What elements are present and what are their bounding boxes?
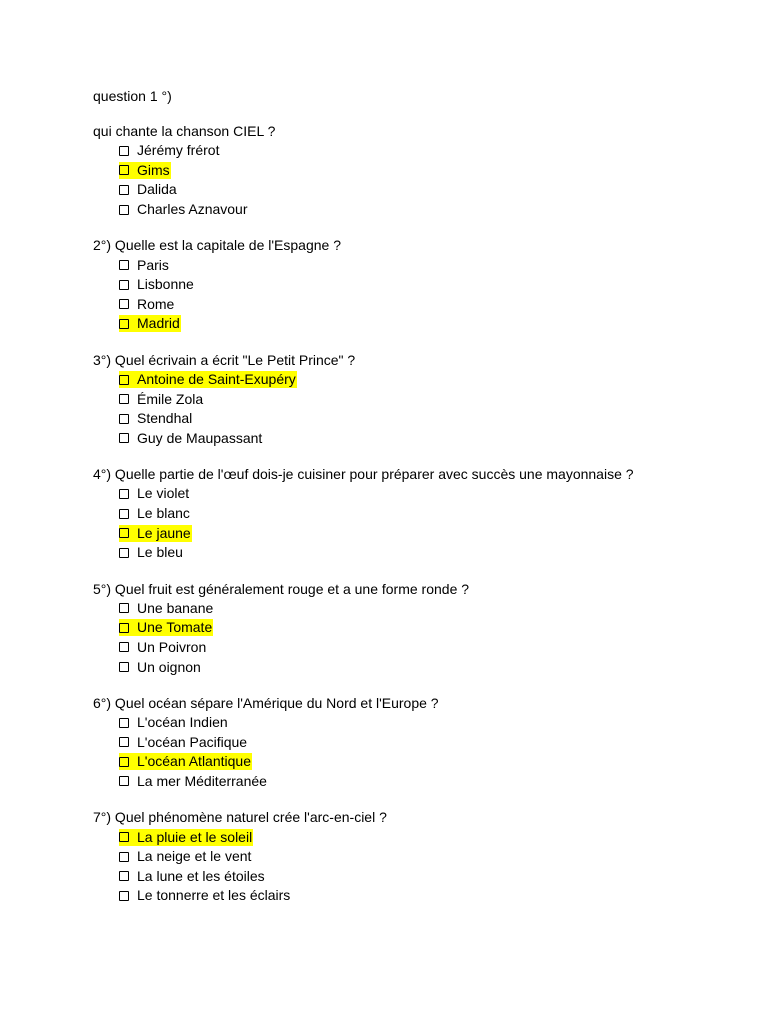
highlight-span <box>119 753 252 770</box>
option-label: Une Tomate <box>137 619 213 636</box>
option-label: Un oignon <box>137 658 201 675</box>
question-text: 4°) Quelle partie de l'œuf dois-je cuisiner pour préparer avec succès une mayonnaise ? <box>93 466 634 483</box>
answer-option-highlighted[interactable] <box>119 523 733 543</box>
option-span <box>119 410 193 427</box>
answer-option-highlighted[interactable] <box>119 314 733 334</box>
answer-option[interactable] <box>119 599 733 619</box>
option-span <box>119 201 249 218</box>
option-label: La pluie et le soleil <box>137 828 253 845</box>
checkbox-icon[interactable] <box>119 433 129 443</box>
answer-option[interactable] <box>119 504 733 524</box>
option-label: Jérémy frérot <box>137 142 220 159</box>
question-text: 6°) Quel océan sépare l'Amérique du Nord et l'Europe ? <box>93 694 439 711</box>
option-span <box>119 391 204 408</box>
answer-option-highlighted[interactable] <box>119 161 733 181</box>
answer-option[interactable] <box>119 886 733 906</box>
answer-option[interactable] <box>119 429 733 449</box>
answer-option[interactable] <box>119 866 733 886</box>
answer-option[interactable] <box>119 713 733 733</box>
question-4 <box>93 464 733 562</box>
option-span <box>119 485 190 502</box>
option-label: L'océan Atlantique <box>137 753 251 770</box>
option-label: Lisbonne <box>137 276 194 293</box>
checkbox-icon[interactable] <box>119 623 129 633</box>
quiz-intro: question 1 °) <box>93 88 172 104</box>
option-list <box>93 370 733 448</box>
option-list <box>93 255 733 333</box>
option-label: Rome <box>137 295 175 312</box>
option-label: Paris <box>137 256 169 273</box>
option-span <box>119 257 170 274</box>
highlight-span <box>119 525 192 542</box>
option-label: Antoine de Saint-Exupéry <box>137 371 296 388</box>
option-label: Le violet <box>137 485 190 502</box>
answer-option[interactable] <box>119 389 733 409</box>
question-7 <box>93 807 733 905</box>
option-label: Charles Aznavour <box>137 201 248 218</box>
option-list <box>93 141 733 219</box>
answer-option-highlighted[interactable] <box>119 752 733 772</box>
answer-option[interactable] <box>119 295 733 315</box>
option-list <box>93 713 733 791</box>
option-label: L'océan Indien <box>137 714 228 731</box>
checkbox-icon[interactable] <box>119 891 129 901</box>
checkbox-icon[interactable] <box>119 548 129 558</box>
answer-option[interactable] <box>119 275 733 295</box>
option-label: La neige et le vent <box>137 848 252 865</box>
answer-option[interactable] <box>119 732 733 752</box>
option-span <box>119 505 191 522</box>
option-span <box>119 887 291 904</box>
answer-option[interactable] <box>119 484 733 504</box>
checkbox-icon[interactable] <box>119 280 129 290</box>
option-span <box>119 544 184 561</box>
question-text: qui chante la chanson CIEL ? <box>93 123 276 139</box>
option-label: Guy de Maupassant <box>137 429 263 446</box>
option-span <box>119 430 263 447</box>
checkbox-icon[interactable] <box>119 528 129 538</box>
option-span <box>119 714 229 731</box>
highlight-span <box>119 619 213 636</box>
checkbox-icon[interactable] <box>119 603 129 613</box>
question-text: 5°) Quel fruit est généralement rouge et a une forme ronde ? <box>93 580 470 597</box>
option-label: Le jaune <box>137 524 191 541</box>
option-span <box>119 142 220 159</box>
question-5 <box>93 579 733 677</box>
checkbox-icon[interactable] <box>119 509 129 519</box>
highlight-span <box>119 829 253 846</box>
checkbox-icon[interactable] <box>119 489 129 499</box>
answer-option[interactable] <box>119 638 733 658</box>
checkbox-icon[interactable] <box>119 718 129 728</box>
option-label: Le bleu <box>137 544 183 561</box>
option-list <box>93 827 733 905</box>
answer-option[interactable] <box>119 847 733 867</box>
option-label: Un Poivron <box>137 638 207 655</box>
checkbox-icon[interactable] <box>119 260 129 270</box>
question-text: 3°) Quel écrivain a écrit "Le Petit Prince" ? <box>93 351 356 368</box>
option-span <box>119 773 268 790</box>
quiz-document <box>93 86 733 922</box>
highlight-span <box>119 162 171 179</box>
highlight-span <box>119 371 297 388</box>
option-span <box>119 276 195 293</box>
checkbox-icon[interactable] <box>119 319 129 329</box>
question-6 <box>93 693 733 791</box>
option-span <box>119 181 178 198</box>
highlight-span <box>119 315 181 332</box>
question-text: 2°) Quelle est la capitale de l'Espagne ? <box>93 237 341 254</box>
option-label: L'océan Pacifique <box>137 733 248 750</box>
checkbox-icon[interactable] <box>119 662 129 672</box>
answer-option-highlighted[interactable] <box>119 827 733 847</box>
checkbox-icon[interactable] <box>119 205 129 215</box>
checkbox-icon[interactable] <box>119 394 129 404</box>
option-span <box>119 868 266 885</box>
answer-option[interactable] <box>119 543 733 563</box>
question-text: 7°) Quel phénomène naturel crée l'arc-en-ciel ? <box>93 809 387 826</box>
question-3 <box>93 350 733 448</box>
checkbox-icon[interactable] <box>119 871 129 881</box>
checkbox-icon[interactable] <box>119 832 129 842</box>
answer-option-highlighted[interactable] <box>119 370 733 390</box>
checkbox-icon[interactable] <box>119 165 129 175</box>
option-label: Le blanc <box>137 505 190 522</box>
answer-option-highlighted[interactable] <box>119 618 733 638</box>
answer-option[interactable] <box>119 141 733 161</box>
option-label: Une banane <box>137 599 214 616</box>
answer-option[interactable] <box>119 772 733 792</box>
checkbox-icon[interactable] <box>119 757 129 767</box>
checkbox-icon[interactable] <box>119 414 129 424</box>
question-1 <box>93 121 733 219</box>
option-span <box>119 296 175 313</box>
option-span <box>119 848 252 865</box>
option-span <box>119 734 248 751</box>
option-span <box>119 659 202 676</box>
checkbox-icon[interactable] <box>119 185 129 195</box>
checkbox-icon[interactable] <box>119 642 129 652</box>
option-label: Dalida <box>137 181 177 198</box>
option-list <box>93 484 733 562</box>
checkbox-icon[interactable] <box>119 737 129 747</box>
checkbox-icon[interactable] <box>119 375 129 385</box>
option-list <box>93 599 733 677</box>
checkbox-icon[interactable] <box>119 299 129 309</box>
option-label: Émile Zola <box>137 390 204 407</box>
answer-option[interactable] <box>119 255 733 275</box>
option-label: Stendhal <box>137 410 193 427</box>
option-label: La mer Méditerranée <box>137 772 267 789</box>
option-label: Gims <box>137 161 170 178</box>
option-label: Madrid <box>137 315 180 332</box>
option-label: Le tonnerre et les éclairs <box>137 887 291 904</box>
question-2 <box>93 235 733 333</box>
answer-option[interactable] <box>119 409 733 429</box>
option-label: La lune et les étoiles <box>137 867 265 884</box>
answer-option[interactable] <box>119 657 733 677</box>
question-list <box>93 121 733 906</box>
answer-option[interactable] <box>119 200 733 220</box>
option-span <box>119 639 207 656</box>
checkbox-icon[interactable] <box>119 852 129 862</box>
option-span <box>119 600 214 617</box>
checkbox-icon[interactable] <box>119 146 129 156</box>
checkbox-icon[interactable] <box>119 776 129 786</box>
answer-option[interactable] <box>119 180 733 200</box>
